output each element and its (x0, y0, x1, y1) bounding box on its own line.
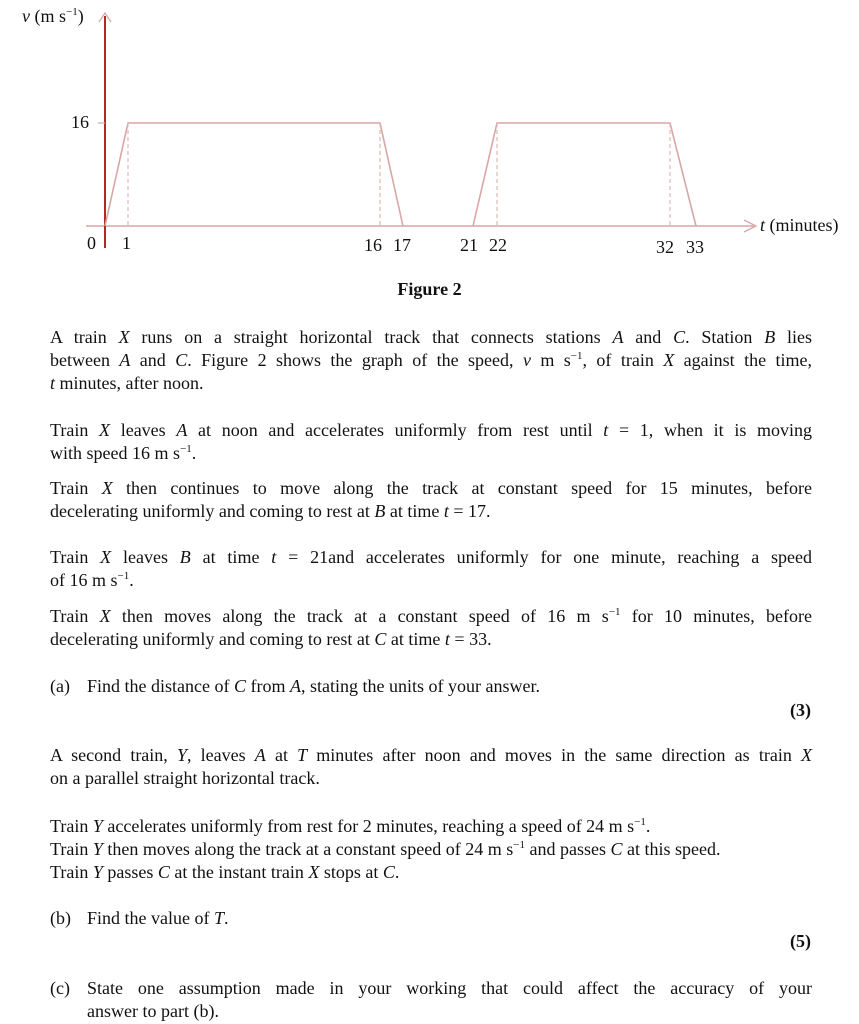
x-tick-label-33: 33 (686, 237, 704, 257)
question-a-text: Find the distance of C from A, stating the units of your answer. (87, 676, 540, 696)
x-tick-label-32: 32 (656, 237, 674, 257)
question-c-line-1: State one assumption made in your working that could affect the accuracy of your (87, 978, 812, 998)
p6-line-3: Train Y passes C at the instant train X stops at C. (50, 862, 400, 882)
paragraph-2 (50, 477, 812, 523)
p2-line-1: Train X then continues to move along the track at constant speed for 15 minutes, before (50, 478, 812, 498)
question-b-label: (b) (50, 908, 71, 928)
question-b-text: Find the value of T. (87, 908, 229, 928)
p3-line-2: of 16 m $s^{-1}$. (50, 570, 134, 590)
x-tick-label-0: 0 (87, 233, 96, 253)
x-tick-label-16: 16 (364, 235, 382, 255)
paragraph-6 (50, 815, 812, 884)
paragraph-3 (50, 546, 812, 592)
x-tick-label-22: 22 (489, 235, 507, 255)
y-axis-label: v (m $s^{-1}$) (22, 6, 84, 26)
intro-line-1: A train X runs on a straight horizontal track that connects stations A and C. Station B lies (50, 327, 812, 347)
intro-line-3: t minutes, after noon. (50, 373, 204, 393)
p2-line-2: decelerating uniformly and coming to rest at B at time t = 17. (50, 501, 491, 521)
x-tick-label-1: 1 (122, 233, 131, 253)
paragraph-1 (50, 419, 812, 465)
x-tick-label-17: 17 (393, 235, 411, 255)
p4-line-1: Train X then moves along the track at a constant speed of 16 m $s^{-1}$ for 10 minutes, before (50, 606, 813, 626)
question-c-line-2: answer to part (b). (87, 1001, 219, 1021)
paragraph-5 (50, 744, 812, 790)
question-a (50, 675, 540, 698)
p6-line-2: Train Y then moves along the track at a constant speed of 24 m $s^{-1}$ and passes C at this speed. (50, 839, 721, 859)
p3-line-1: Train X leaves B at time t = 21and accelerates uniformly for one minute, reaching a speed (50, 547, 812, 567)
x-axis-label: t (minutes) (760, 215, 839, 235)
p5-line-2: on a parallel straight horizontal track. (50, 768, 320, 788)
intro-paragraph (50, 326, 812, 395)
question-c (50, 977, 812, 1023)
graph-segment-2 (473, 123, 696, 226)
speed-time-graph (0, 0, 859, 270)
question-b (50, 907, 229, 930)
p5-line-1: A second train, Y, leaves A at T minutes after noon and moves in the same direction as train X (50, 745, 812, 765)
question-a-label: (a) (50, 676, 70, 696)
question-a-marks: (3) (790, 700, 811, 720)
figure-caption: Figure 2 (397, 279, 462, 299)
graph-canvas (0, 0, 859, 270)
graph-segment-1 (105, 123, 403, 226)
paragraph-4 (50, 605, 812, 651)
p1-line-2: with speed 16 m $s^{-1}$. (50, 443, 197, 463)
y-tick-label-16: 16 (71, 112, 89, 132)
intro-line-2: between A and C. Figure 2 shows the graph of the speed, v m $s^{-1}$, of train X against the time, (50, 350, 812, 370)
p6-line-1: Train Y accelerates uniformly from rest for 2 minutes, reaching a speed of 24 m $s^{-1}$. (50, 816, 651, 836)
question-b-marks: (5) (790, 931, 811, 951)
p1-line-1: Train X leaves A at noon and accelerates uniformly from rest until t = 1, when it is moving (50, 420, 812, 440)
p4-line-2: decelerating uniformly and coming to rest at C at time t = 33. (50, 629, 492, 649)
x-tick-label-21: 21 (460, 235, 478, 255)
question-c-label: (c) (50, 978, 70, 998)
